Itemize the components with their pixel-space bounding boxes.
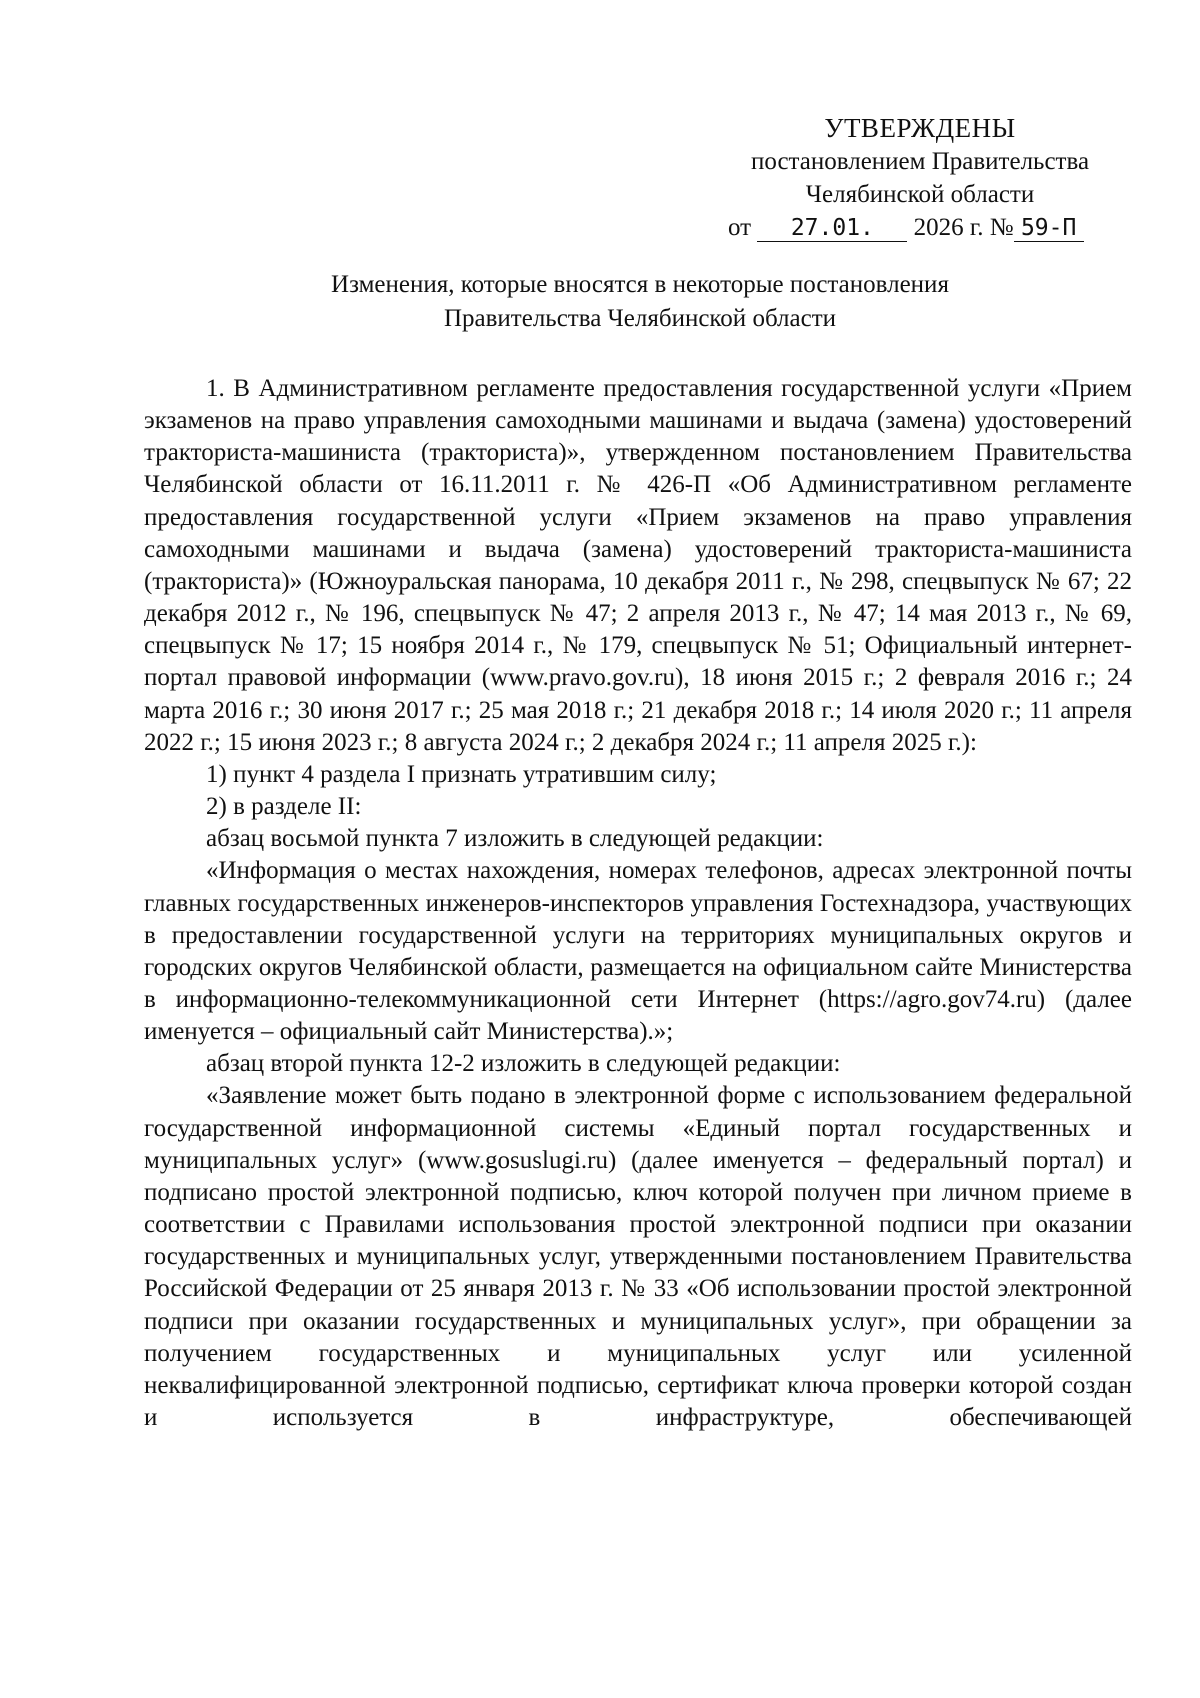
document-body: [144, 373, 1132, 1434]
paragraph-abzac-8: абзац восьмой пункта 7 изложить в следующей редакции:: [206, 825, 824, 853]
from-label: от: [728, 214, 752, 241]
paragraph-amendment-1: 1. В Административном регламенте предоставления государственной услуги «Прием экзаменов на право управления самоходными машинами и выдача (замена) удостоверений тракториста-машиниста (тракториста)», утвержденном постановлением Правительства Челябинской области от 16.11.2011 г. № 426-П «Об Административном регламенте предоставления государственной услуги «Прием экзаменов на право управления самоходными машинами и выдача (замена) удостоверений тракториста-машиниста (тракториста)» (Южноуральская панорама, 10 декабря 2011 г., № 298, спецвыпуск № 67; 22 декабря 2012 г., № 196, спецвыпуск № 47; 2 апреля 2013 г., № 47; 14 мая 2013 г., № 69, спецвыпуск № 17; 15 ноября 2014 г., № 179, спецвыпуск № 51; Официальный интернет-портал правовой информации (www.pravo.gov.ru), 18 июня 2015 г.; 2 февраля 2016 г.; 24 марта 2016 г.; 30 июня 2017 г.; 25 мая 2018 г.; 21 декабря 2018 г.; 14 июля 2020 г.; 11 апреля 2022 г.; 15 июня 2023 г.; 8 августа 2024 г.; 2 декабря 2024 г.; 11 апреля 2025 г.):: [144, 375, 1132, 756]
paragraph-quote-info: «Информация о местах нахождения, номерах телефонов, адресах электронной почты главных государственных инженеров-инспекторов управления Гостехнадзора, участвующих в предоставлении государственной услуги на территориях муниципальных округов и городских округов Челябинской области, размещается на официальном сайте Министерства в информационно-телекоммуникационной сети Интернет (https://agro.gov74.ru) (далее именуется – официальный сайт Министерства).»;: [144, 857, 1132, 1046]
approval-heading: УТВЕРЖДЕНЫ: [824, 113, 1016, 143]
paragraph-quote-application: «Заявление может быть подано в электронной форме с использованием федеральной государственной информационной системы «Единый портал государственных и муниципальных услуг» (www.gosuslugi.ru) (далее именуется – федеральный портал) и подписано простой электронной подписью, ключ которой получен при личном приеме в соответствии с Правилами использования простой электронной подписи при оказании государственных и муниципальных услуг, утвержденными постановлением Правительства Российской Федерации от 25 января 2013 г. № 33 «Об использовании простой электронной подписи при оказании государственных и муниципальных услуг», при обращении за получением государственных и муниципальных услуг или усиленной неквалифицированной электронной подписью, сертификат ключа проверки которой создан и используется в инфраструктуре, обеспечивающей: [144, 1082, 1132, 1431]
approval-block: [700, 112, 1140, 244]
year-number-label: 2026 г. №: [913, 214, 1014, 241]
approval-date-line: [700, 211, 1140, 244]
paragraph-abzac-2: абзац второй пункта 12-2 изложить в следующей редакции:: [206, 1050, 841, 1078]
document-title: [140, 268, 1140, 336]
title-line-2: Правительства Челябинской области: [443, 305, 837, 332]
approval-line-1: постановлением Правительства: [750, 148, 1090, 175]
approval-line-2: Челябинской области: [805, 181, 1035, 208]
number-field: 59-П: [1014, 215, 1084, 242]
paragraph-item-1: 1) пункт 4 раздела I признать утратившим силу;: [206, 760, 717, 788]
title-line-1: Изменения, которые вносятся в некоторые постановления: [331, 271, 949, 298]
paragraph-item-2: 2) в разделе II:: [206, 793, 362, 821]
date-field: 27.01.: [757, 215, 907, 242]
